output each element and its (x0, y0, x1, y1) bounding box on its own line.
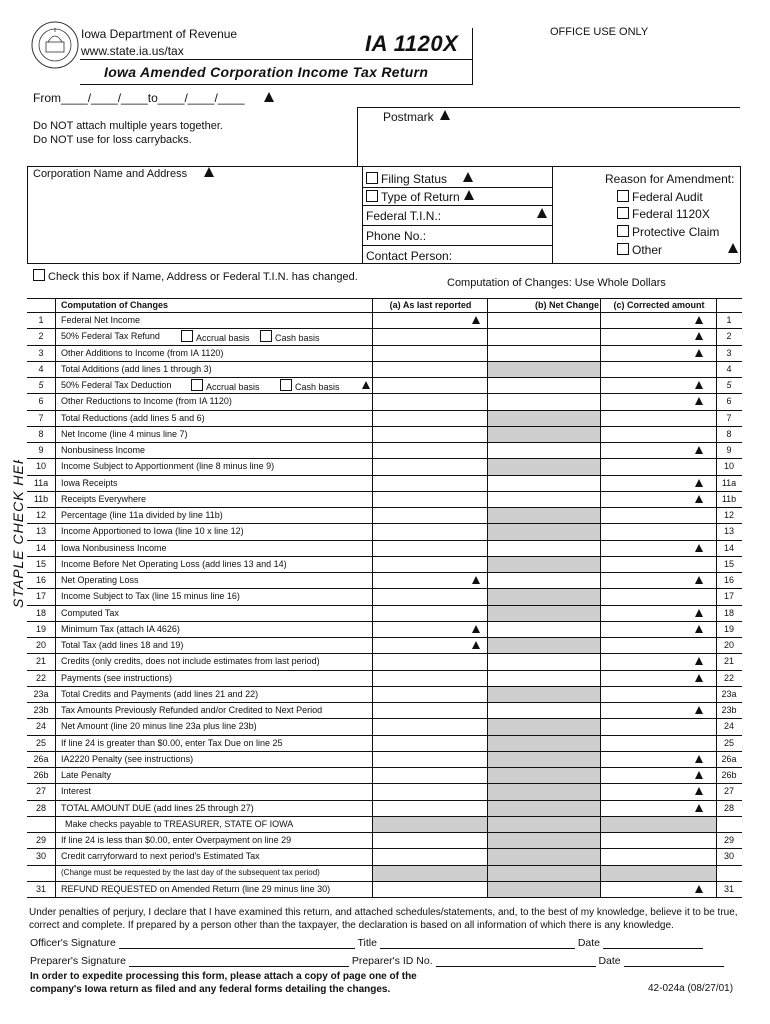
input-col-a[interactable] (373, 329, 486, 343)
entry-marker-icon (695, 576, 703, 584)
input-col-a[interactable] (373, 411, 486, 425)
input-col-b[interactable] (489, 654, 599, 668)
federal-tin-marker-icon (537, 208, 547, 218)
office-use-label: OFFICE USE ONLY (550, 26, 649, 38)
row-number-right: 20 (723, 640, 734, 650)
input-col-b[interactable] (489, 476, 599, 490)
form-id: IA 1120X (365, 31, 459, 56)
row-label: Credits (only credits, does not include estimates from last period) (61, 656, 320, 667)
row-number: 3 (38, 347, 44, 358)
row-number: 26b (33, 770, 49, 780)
contact-label: Contact Person: (366, 249, 453, 263)
entry-marker-icon (695, 657, 703, 665)
row-number: 23a (33, 688, 49, 699)
reason-federal-1120x-checkbox[interactable] (617, 207, 629, 219)
note-carrybacks: Do NOT use for loss carrybacks. (33, 134, 192, 146)
row-number-right: 15 (723, 558, 734, 569)
row-label: Total Credits and Payments (add lines 21 and 22) (61, 688, 259, 699)
row-number-right: 26b (721, 770, 737, 780)
input-col-a[interactable] (373, 459, 486, 473)
cash-basis-checkbox[interactable] (280, 379, 292, 391)
row-number-right: 1 (726, 315, 732, 325)
row-number: 1 (38, 315, 44, 325)
row-label: If line 24 is less than $0.00, enter Overpayment on line 29 (61, 835, 292, 845)
reason-protective-claim[interactable]: Protective Claim (617, 225, 719, 239)
accrual-basis-checkbox[interactable] (181, 330, 193, 342)
input-col-c[interactable] (601, 719, 715, 733)
row-number: 9 (38, 445, 44, 455)
officer-date-field[interactable] (603, 948, 703, 949)
corp-name-address-field[interactable] (30, 183, 355, 263)
input-col-a[interactable] (373, 849, 486, 863)
input-col-c[interactable] (601, 638, 715, 652)
phone-label: Phone No.: (366, 229, 427, 243)
entry-marker-icon (695, 446, 703, 454)
input-col-b[interactable] (489, 573, 599, 587)
type-of-return-checkbox[interactable] (366, 190, 378, 202)
row-number-right: 7 (726, 412, 732, 423)
row-number: 18 (35, 607, 46, 618)
entry-marker-icon (472, 625, 480, 633)
input-col-b[interactable] (489, 703, 599, 717)
row-number-right: 26a (721, 753, 737, 764)
row-number-right: 12 (723, 510, 734, 520)
entry-marker-icon (695, 706, 703, 714)
row-number: 26a (33, 753, 49, 764)
input-col-a[interactable] (373, 703, 486, 717)
row-number: 27 (35, 786, 46, 797)
input-col-c[interactable] (601, 557, 715, 571)
input-col-c[interactable] (601, 508, 715, 522)
input-col-a[interactable] (373, 752, 486, 766)
row-label: Total Additions (add lines 1 through 3) (61, 363, 212, 374)
computation-note: Computation of Changes: Use Whole Dollars (447, 277, 666, 289)
row-number: 5 (38, 380, 44, 390)
row-label: Late Penalty (61, 770, 112, 780)
accrual-basis-label: Accrual basis (196, 333, 250, 344)
reason-federal-audit-checkbox[interactable] (617, 190, 629, 202)
cash-basis-label: Cash basis (295, 382, 340, 392)
row-number-right: 8 (726, 428, 732, 439)
input-col-b[interactable] (489, 671, 599, 685)
input-col-b[interactable] (489, 346, 599, 360)
officer-signature-field[interactable] (119, 948, 355, 949)
reason-other[interactable]: Other (617, 243, 662, 257)
row-number: 28 (35, 802, 46, 813)
input-col-a[interactable] (373, 801, 486, 815)
row-number: 29 (35, 835, 46, 845)
col-header-b: (b) Net Change (535, 300, 599, 310)
filing-status-checkbox[interactable] (366, 172, 378, 184)
row-label: Receipts Everywhere (61, 493, 147, 504)
input-col-a[interactable] (373, 443, 486, 457)
postmark-label: Postmark (383, 110, 434, 124)
row-label: Income Before Net Operating Loss (add lines 13 and 14) (61, 558, 287, 569)
entry-marker-icon (695, 544, 703, 552)
input-col-a[interactable] (373, 557, 486, 571)
row-number: 4 (38, 363, 44, 374)
corp-name-label: Corporation Name and Address (33, 168, 188, 180)
row-number-right: 22 (723, 672, 734, 683)
input-col-c[interactable] (601, 427, 715, 441)
row-number-right: 17 (723, 591, 734, 602)
row-number: 21 (35, 656, 46, 667)
row-label: Income Apportioned to Iowa (line 10 x line 12) (61, 526, 244, 537)
row-label: TOTAL AMOUNT DUE (add lines 25 through 27) (61, 802, 254, 813)
input-col-b[interactable] (489, 378, 599, 392)
input-col-a[interactable] (373, 622, 486, 636)
agency-website[interactable]: www.state.ia.us/tax (81, 44, 184, 58)
row-number-right: 18 (723, 607, 734, 618)
perjury-statement: Under penalties of perjury, I declare that I have examined this return, and attached schedules/statements, and, to the best of my knowledge, believe it to be true, correct and complete. If prepared by a person other than the taxpayer, the declaration is based on all information of which there is any knowledge. (29, 907, 738, 931)
row-label: (Change must be requested by the last day of the subsequent tax period) (61, 867, 320, 877)
row-number-right: 29 (723, 835, 734, 845)
input-col-a[interactable] (373, 362, 486, 376)
row-number-right: 3 (726, 347, 732, 358)
form-title: Iowa Amended Corporation Income Tax Return (104, 64, 429, 80)
row-number: 12 (35, 510, 46, 520)
note-multiple-years: Do NOT attach multiple years together. (33, 120, 223, 132)
officer-signature-row[interactable]: Officer's Signature Title Date (30, 937, 703, 949)
row-number-right: 11a (721, 477, 737, 488)
input-col-b[interactable] (489, 622, 599, 636)
accrual-basis-option[interactable] (191, 379, 260, 392)
row-number-right: 14 (723, 542, 734, 553)
accrual-basis-checkbox[interactable] (191, 379, 203, 391)
entry-marker-icon (695, 495, 703, 503)
input-col-b[interactable] (489, 541, 599, 555)
row-label: If line 24 is greater than $0.00, enter Tax Due on line 25 (61, 737, 283, 748)
preparer-signature-field[interactable] (129, 966, 349, 967)
col-header-a: (a) As last reported (389, 300, 472, 310)
input-col-a[interactable] (373, 346, 486, 360)
input-col-a[interactable] (373, 378, 486, 392)
preparer-signature-row[interactable]: Preparer's Signature Preparer's ID No. Date (30, 955, 724, 967)
input-col-a[interactable] (373, 671, 486, 685)
input-col-b[interactable] (489, 329, 599, 343)
input-col-c[interactable] (601, 411, 715, 425)
input-col-a[interactable] (373, 427, 486, 441)
row-number-right: 24 (723, 721, 734, 732)
input-col-b[interactable] (489, 394, 599, 408)
row-label: Net Amount (line 20 minus line 23a plus line 23b) (61, 721, 257, 732)
reason-protective-claim-checkbox[interactable] (617, 225, 629, 237)
input-col-a[interactable] (373, 492, 486, 506)
row-label: Iowa Receipts (61, 477, 118, 488)
row-number-right: 27 (723, 786, 734, 797)
row-label: IA2220 Penalty (see instructions) (61, 753, 194, 764)
entry-marker-icon (695, 674, 703, 682)
input-col-c[interactable] (601, 736, 715, 750)
entry-marker-icon (695, 479, 703, 487)
input-col-a[interactable] (373, 541, 486, 555)
preparer-id-field[interactable] (436, 966, 596, 967)
row-label: Federal Net Income (61, 315, 141, 325)
tax-period-field[interactable]: From____/____/____to____/____/____ (33, 91, 245, 105)
reason-other-checkbox[interactable] (617, 243, 629, 255)
entry-marker-icon (695, 625, 703, 633)
row-label: Percentage (line 11a divided by line 11b) (61, 510, 223, 520)
row-label: Net Income (line 4 minus line 7) (61, 428, 188, 439)
federal-tin-label: Federal T.I.N.: (366, 209, 442, 223)
type-of-return-marker-icon (464, 190, 474, 200)
col-header-c: (c) Corrected amount (613, 300, 705, 310)
cash-basis-option[interactable] (260, 330, 320, 343)
input-col-b[interactable] (489, 313, 599, 327)
row-label: Income Subject to Apportionment (line 8 minus line 9) (61, 461, 275, 472)
row-number-right: 5 (726, 380, 732, 390)
accrual-basis-label: Accrual basis (206, 382, 260, 392)
row-number: 30 (35, 851, 46, 862)
entry-marker-icon (695, 755, 703, 763)
row-label: Computed Tax (61, 607, 119, 618)
row-number: 16 (35, 575, 46, 585)
row-number-right: 11b (721, 493, 737, 504)
entry-marker-icon (695, 332, 703, 340)
input-col-c[interactable] (601, 589, 715, 603)
row-number-right: 25 (723, 737, 734, 748)
input-col-a[interactable] (373, 394, 486, 408)
input-col-a[interactable] (373, 638, 486, 652)
input-col-c[interactable] (601, 459, 715, 473)
row-number-right: 16 (723, 575, 734, 585)
row-number: 2 (38, 331, 44, 342)
corp-name-marker-icon (204, 167, 214, 177)
entry-marker-icon (472, 316, 480, 324)
input-col-a[interactable] (373, 768, 486, 782)
info-changed-checkbox[interactable] (33, 269, 45, 281)
input-col-c[interactable] (601, 687, 715, 701)
row-label: Net Operating Loss (61, 575, 139, 585)
cash-basis-label: Cash basis (275, 333, 320, 344)
input-col-a[interactable] (373, 589, 486, 603)
col-header-desc: Computation of Changes (61, 300, 168, 310)
row-number-right: 13 (723, 526, 734, 537)
row-number-right: 28 (723, 802, 734, 813)
staple-text: STAPLE CHECK HERE. (10, 460, 26, 608)
row-number-right: 9 (726, 445, 732, 455)
entry-marker-icon (362, 381, 370, 389)
row-label: 50% Federal Tax Refund (61, 331, 160, 342)
row-number: 17 (35, 591, 46, 602)
entry-marker-icon (695, 804, 703, 812)
input-col-a[interactable] (373, 833, 486, 847)
row-number-right: 2 (726, 331, 732, 342)
row-label: Interest (61, 786, 92, 797)
row-label: Income Subject to Tax (line 15 minus line 16) (61, 591, 240, 602)
preparer-date-field[interactable] (624, 966, 724, 967)
staple-text-svg (3, 460, 29, 610)
row-number-right: 23a (721, 688, 737, 699)
input-col-a[interactable] (373, 476, 486, 490)
row-label: Iowa Nonbusiness Income (61, 542, 167, 553)
input-col-a[interactable] (373, 606, 486, 620)
entry-marker-icon (472, 641, 480, 649)
row-label: Nonbusiness Income (61, 445, 146, 455)
reason-federal-1120x[interactable]: Federal 1120X (617, 207, 710, 221)
entry-marker-icon (695, 885, 703, 893)
reason-federal-audit[interactable]: Federal Audit (617, 190, 703, 204)
entry-marker-icon (695, 771, 703, 779)
type-of-return-option[interactable]: Type of Return (366, 190, 460, 204)
row-label: Other Additions to Income (from IA 1120) (61, 347, 224, 358)
reason-title: Reason for Amendment: (605, 172, 735, 186)
row-number-right: 19 (723, 623, 734, 634)
input-col-c[interactable] (601, 849, 715, 863)
row-number: 19 (35, 623, 46, 634)
row-number: 23b (33, 705, 49, 715)
filing-status-option[interactable]: Filing Status (366, 172, 447, 186)
row-label: 50% Federal Tax Deduction (61, 380, 172, 390)
row-label: Total Tax (add lines 18 and 19) (61, 640, 184, 650)
title-field[interactable] (380, 948, 575, 949)
cash-basis-checkbox[interactable] (260, 330, 272, 342)
row-label: Minimum Tax (attach IA 4626) (61, 623, 180, 634)
agency-name: Iowa Department of Revenue (81, 27, 238, 41)
input-col-a[interactable] (373, 508, 486, 522)
row-number-right: 10 (723, 461, 734, 472)
row-number: 31 (35, 883, 46, 894)
row-label: REFUND REQUESTED on Amended Return (line 29 minus line 30) (61, 883, 331, 894)
row-number-right: 21 (723, 656, 734, 667)
input-col-a[interactable] (373, 882, 486, 896)
row-number: 15 (35, 558, 46, 569)
row-number: 7 (38, 412, 44, 423)
row-number: 11b (33, 493, 49, 504)
entry-marker-icon (695, 787, 703, 795)
row-label: Total Reductions (add lines 5 and 6) (61, 412, 205, 423)
row-number: 10 (35, 461, 46, 472)
row-number: 24 (35, 721, 46, 732)
entry-marker-icon (695, 381, 703, 389)
input-col-a[interactable] (373, 573, 486, 587)
input-col-b[interactable] (489, 492, 599, 506)
entry-marker-icon (695, 316, 703, 324)
row-label: Tax Amounts Previously Refunded and/or Credited to Next Period (61, 705, 323, 715)
input-col-c[interactable] (601, 833, 715, 847)
row-number: 6 (38, 396, 44, 407)
input-col-a[interactable] (373, 313, 486, 327)
state-seal (30, 20, 80, 70)
entry-marker-icon (695, 397, 703, 405)
staple-instruction (3, 460, 29, 610)
input-col-a[interactable] (373, 524, 486, 538)
row-number-right: 6 (726, 396, 732, 407)
entry-marker-icon (264, 92, 274, 102)
reason-other-marker-icon (728, 243, 738, 253)
input-col-a[interactable] (373, 736, 486, 750)
row-number: 20 (35, 640, 46, 650)
entry-marker-icon (695, 349, 703, 357)
expedite-instructions: In order to expedite processing this form, please attach a copy of page one of the company's Iowa return as filed and any federal forms detailing the changes. (30, 971, 417, 995)
input-col-a[interactable] (373, 654, 486, 668)
accrual-basis-option[interactable] (181, 330, 250, 343)
row-label: Credit carryforward to next period's Estimated Tax (61, 851, 260, 862)
row-number: 13 (35, 526, 46, 537)
input-col-a[interactable] (373, 719, 486, 733)
input-col-a[interactable] (373, 687, 486, 701)
row-number-right: 4 (726, 363, 732, 374)
input-col-c[interactable] (601, 524, 715, 538)
input-col-c[interactable] (601, 362, 715, 376)
row-number: 22 (35, 672, 46, 683)
entry-marker-icon (695, 609, 703, 617)
input-col-b[interactable] (489, 443, 599, 457)
form-code: 42-024a (08/27/01) (648, 983, 734, 994)
row-number: 8 (38, 428, 44, 439)
row-label: Make checks payable to TREASURER, STATE OF IOWA (65, 818, 294, 829)
input-col-a[interactable] (373, 784, 486, 798)
row-number-right: 31 (723, 883, 734, 894)
row-label: Other Reductions to Income (from IA 1120) (61, 396, 232, 407)
filing-status-marker-icon (463, 172, 473, 182)
row-number: 11a (33, 477, 49, 488)
postmark-marker-icon (440, 110, 450, 120)
cash-basis-option[interactable] (280, 379, 340, 392)
row-number: 14 (35, 542, 46, 553)
row-number-right: 30 (723, 851, 734, 862)
row-number: 25 (35, 737, 46, 748)
entry-marker-icon (472, 576, 480, 584)
row-label: Payments (see instructions) (61, 672, 173, 683)
row-number-right: 23b (721, 705, 737, 715)
info-changed-option[interactable]: Check this box if Name, Address or Federal T.I.N. has changed. (33, 269, 358, 283)
